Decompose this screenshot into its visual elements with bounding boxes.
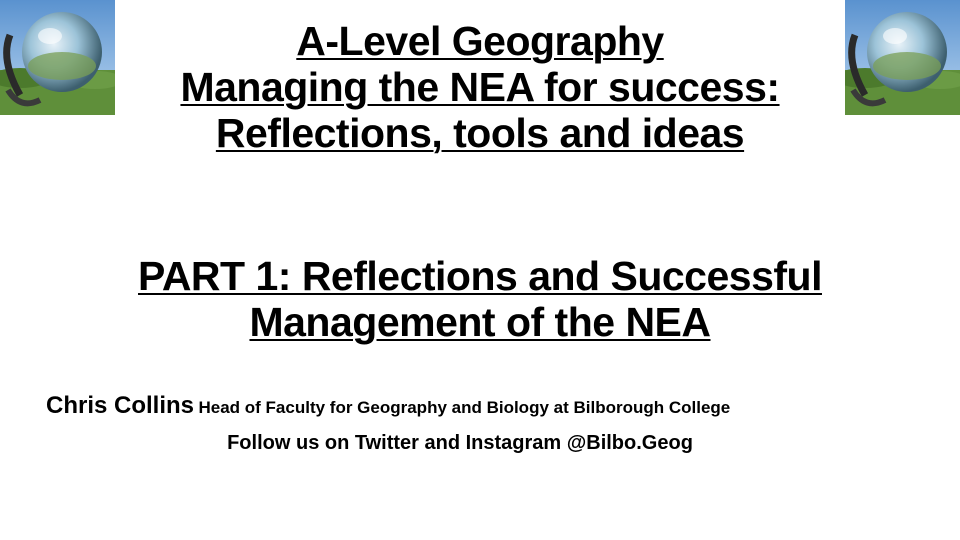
- part-heading: [60, 253, 900, 345]
- author-role: Head of Faculty for Geography and Biology at Bilborough College: [198, 398, 731, 417]
- slide-title-line-1: A-Level Geography: [296, 18, 664, 64]
- part-heading-line-1: PART 1: Reflections and Successful: [138, 253, 822, 299]
- slide-title-line-2: Managing the NEA for success:: [180, 64, 780, 110]
- crystal-ball-photo-left: [0, 0, 115, 115]
- crystal-ball-photo-right: [845, 0, 960, 115]
- part-heading-line-2: Management of the NEA: [249, 299, 711, 345]
- author-credit: [46, 392, 926, 420]
- author-name: Chris Collins: [46, 392, 195, 419]
- slide-title: [120, 18, 840, 156]
- slide-title-line-3: Reflections, tools and ideas: [215, 110, 745, 156]
- social-follow-text: Follow us on Twitter and Instagram @Bilbo.Geog: [227, 432, 693, 454]
